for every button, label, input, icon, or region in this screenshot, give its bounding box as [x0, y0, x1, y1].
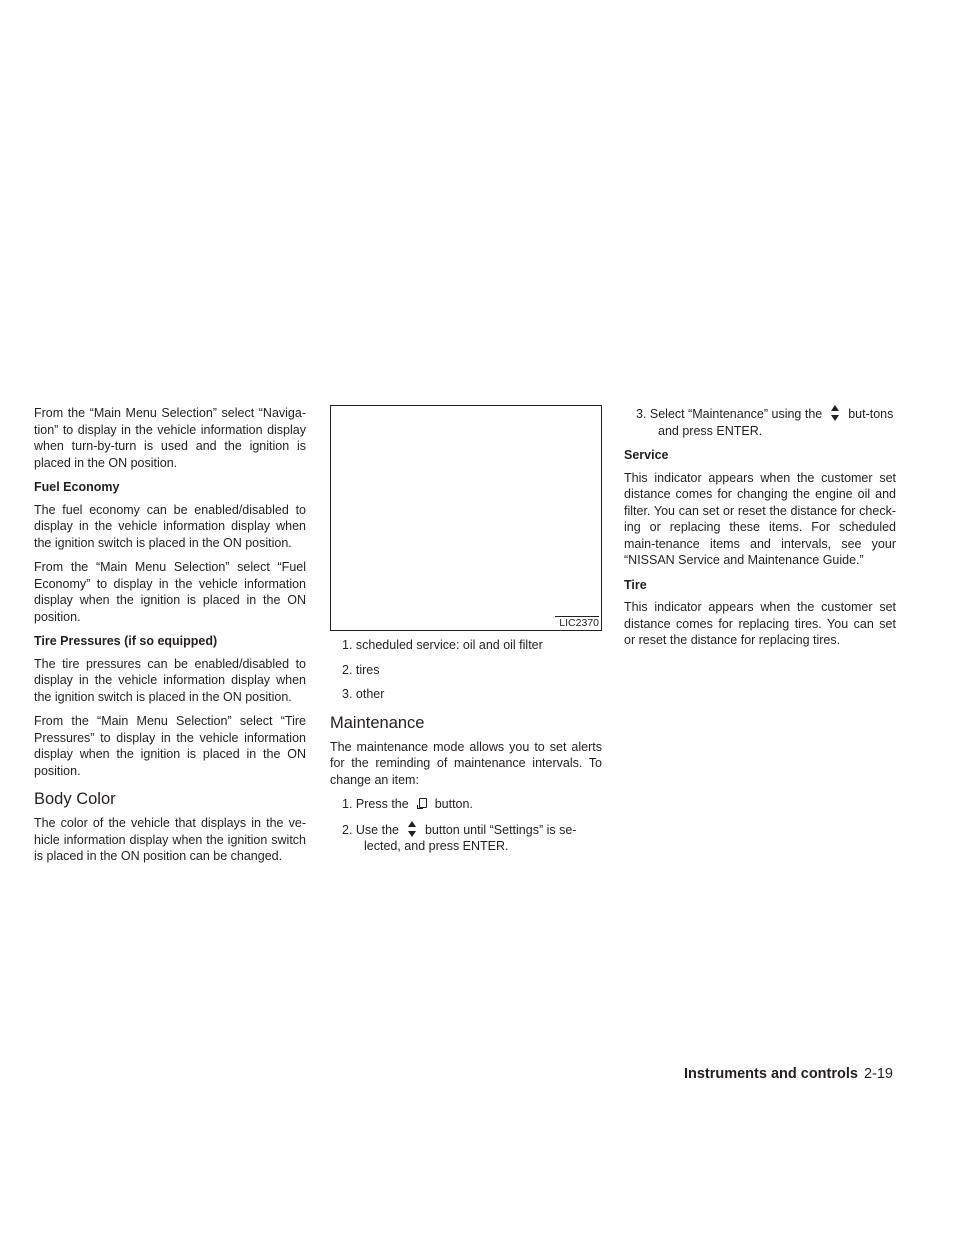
column-right [624, 405, 896, 657]
page-footer [684, 1066, 893, 1082]
fuel-economy-heading: Fuel Economy [34, 480, 120, 494]
step-1-text-end: button. [434, 797, 473, 811]
service-heading: Service [624, 448, 669, 462]
tire-paragraph: This indicator appears when the customer set distance comes for replacing tires. You can set or reset the distance for replacing tires. [624, 600, 896, 647]
step-2 [330, 821, 602, 855]
tire-pressures-paragraph-1: The tire pressures can be enabled/disabled to display in the vehicle information display when the ignition switch is placed in the ON position. [34, 656, 306, 704]
step-1 [330, 796, 602, 813]
service-paragraph: This indicator appears when the customer set distance comes for changing the engine oil and filter. You can set or reset the distance for check-ing or replacing these items. For scheduled main-tenance items and intervals, see your “NISSAN Service and Maintenance Guide.” [624, 470, 896, 567]
figure-legend [330, 637, 602, 703]
legend-item: 1. scheduled service: oil and oil filter [342, 638, 543, 652]
column-left [34, 405, 306, 873]
maintenance-steps [330, 796, 602, 855]
back-icon [417, 798, 427, 809]
step-1-text: 1. Press the [342, 797, 409, 811]
legend-item: 2. tires [342, 662, 380, 677]
maintenance-figure [330, 405, 602, 631]
step-3-text-end: but-tons and press ENTER. [658, 407, 894, 438]
tire-pressures-heading: Tire Pressures (if so equipped) [34, 634, 218, 648]
maintenance-paragraph: The maintenance mode allows you to set alerts for the reminding of maintenance intervals. To change an item: [330, 739, 602, 787]
up-down-arrows-icon [407, 821, 417, 837]
step-3-text: 3. Select “Maintenance” using the [636, 407, 823, 421]
step-2-text-end: button until “Settings” is se-lected, and press ENTER. [364, 822, 577, 853]
legend-item: 3. other [342, 687, 385, 701]
up-down-arrows-icon [830, 405, 840, 421]
step-2-text: 2. Use the [342, 822, 399, 837]
maintenance-heading: Maintenance [330, 713, 425, 732]
body-color-heading: Body Color [34, 790, 116, 808]
column-middle [330, 405, 602, 863]
body-color-paragraph: The color of the vehicle that displays in the ve-hicle information display when the ignition switch is placed in the ON position can be changed. [34, 816, 306, 863]
tire-heading: Tire [624, 577, 647, 592]
step-3 [624, 405, 896, 439]
tire-pressures-paragraph-2: From the “Main Menu Selection” select “Tire Pressures” to display in the vehicle information display when the ignition is placed in the ON position. [34, 714, 306, 778]
section-title: Instruments and controls [683, 1066, 858, 1082]
maintenance-steps-continued [624, 405, 896, 439]
page-number: 2-19 [863, 1066, 893, 1082]
navigation-paragraph: From the “Main Menu Selection” select “Naviga-tion” to display in the vehicle information display when turn-by-turn is used and the ignition is placed in the ON position. [34, 406, 306, 470]
fuel-economy-paragraph-2: From the “Main Menu Selection” select “Fuel Economy” to display in the vehicle information display when the ignition is placed in the ON position. [34, 560, 306, 624]
fuel-economy-paragraph-1: The fuel economy can be enabled/disabled to display in the vehicle information display when the ignition switch is placed in the ON position. [34, 502, 306, 550]
figure-id: LIC2370 [555, 616, 599, 629]
